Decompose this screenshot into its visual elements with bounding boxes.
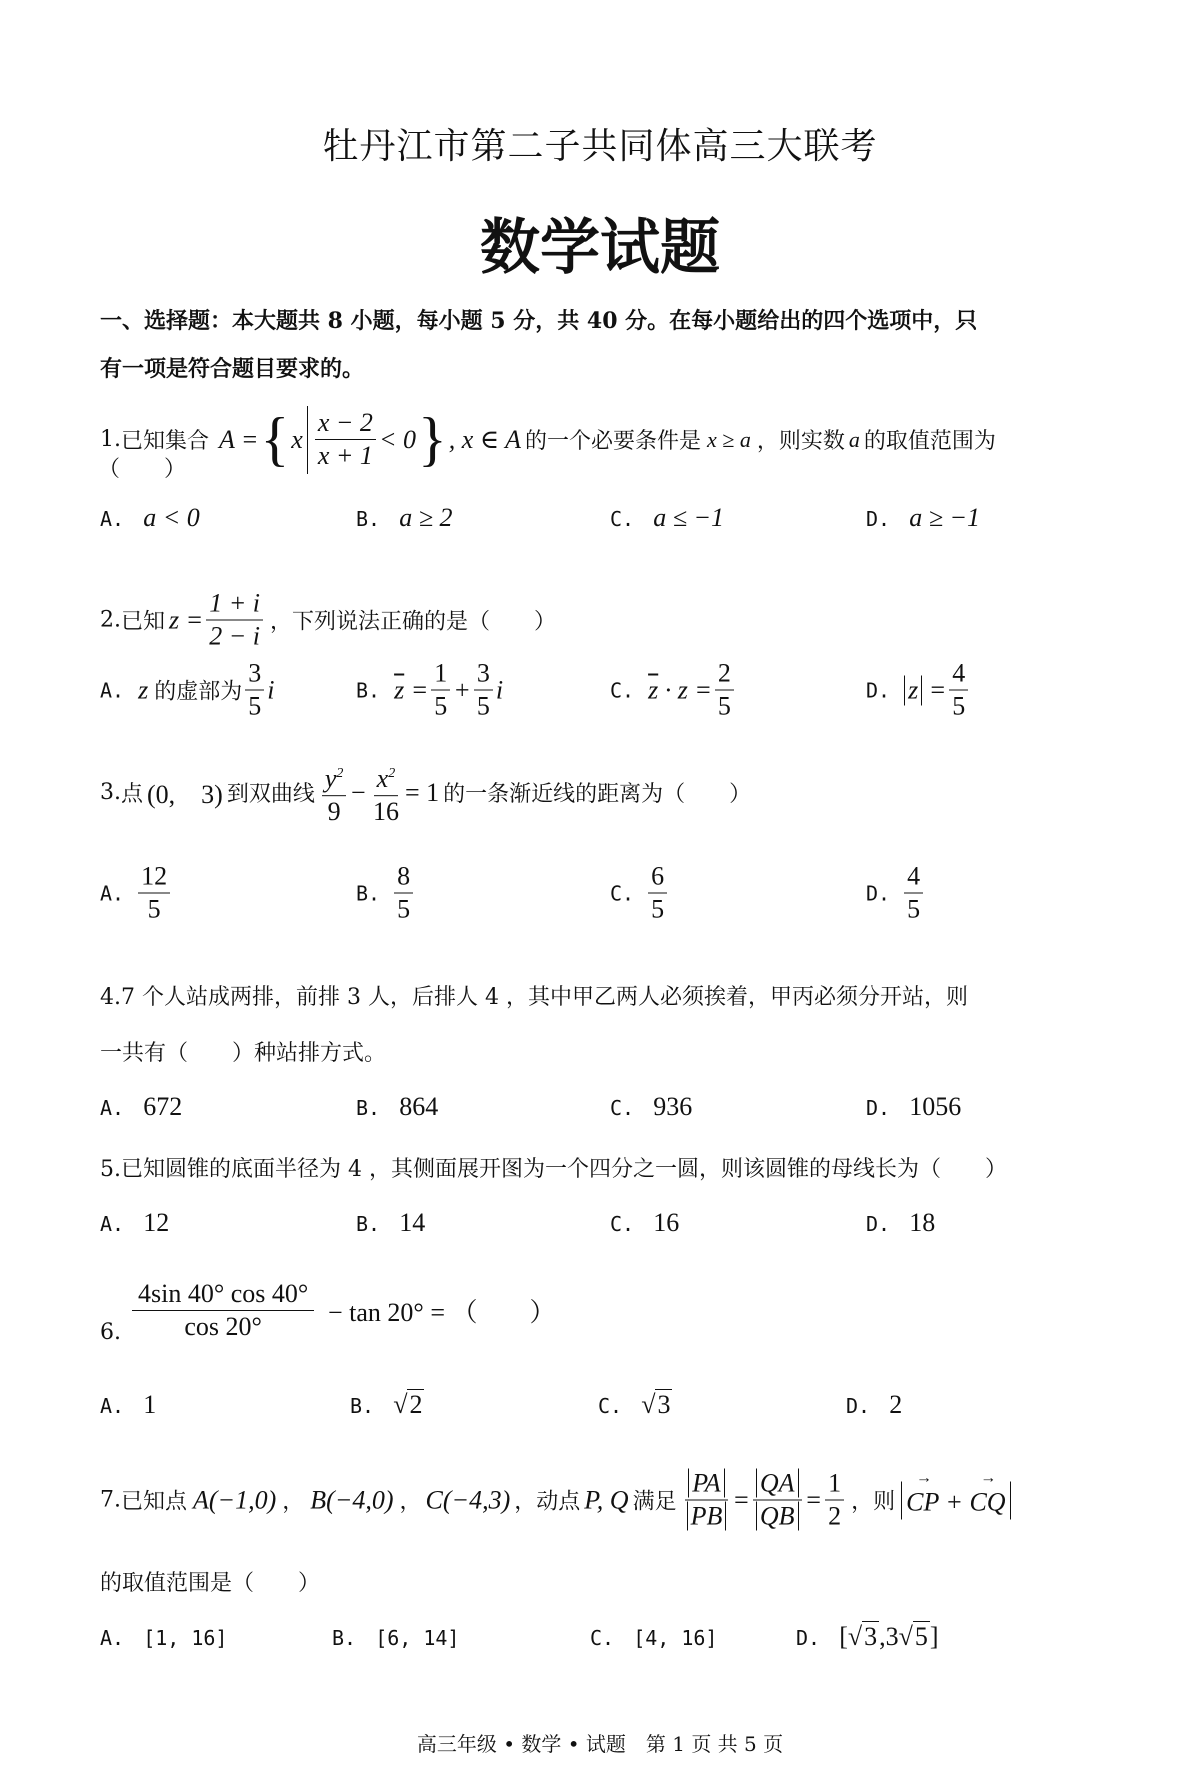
q3-option-d[interactable] (866, 861, 926, 926)
q1-paren: （ ） (98, 457, 187, 482)
q3-option-c[interactable] (610, 861, 670, 926)
option-label: C. (610, 881, 635, 905)
option-fraction: $\frac{4}{5}$ (904, 861, 923, 926)
q7-pre: 已知点 (121, 1489, 188, 1515)
option-math: $\overline{z}$ = $\frac{1}{5}$ + $\frac{3}{5}$ i (394, 658, 504, 721)
q7-mid2: 满足 (632, 1489, 677, 1515)
q1-mid: 的一个必要条件是 (525, 429, 702, 454)
q7-option-c[interactable] (590, 1626, 717, 1650)
option-text: 864 (399, 1092, 439, 1121)
q4-line1: 7 个人站成两排，前排 3 人，后排人 4 ，其中甲乙两人必须挨着，甲丙必须分开站，则 (121, 985, 968, 1010)
sqrt-sign: √ (393, 1390, 408, 1419)
q1-number: 1. (100, 427, 121, 452)
option-label: A. (100, 1394, 125, 1418)
option-fraction: $\frac{6}{5}$ (648, 861, 667, 926)
option-text: 16 (653, 1208, 680, 1237)
option-label: D. (866, 1096, 891, 1120)
option-text: 2 (889, 1390, 903, 1419)
option-text: [1, 16] (143, 1626, 228, 1650)
option-label: C. (610, 678, 635, 702)
option-text: a ≤ −1 (653, 503, 725, 532)
question-7: 7. 已知点 A(−1,0) ， B(−4,0) ， C(−4,3) ，动点 P, Q 满足 $\frac{PA}{PB}$ = $\frac{QA}{QB}$ = $\frac{1}{2}$ ，则 → CP + → CQ (100, 1468, 1011, 1533)
q4-option-c[interactable] (610, 1092, 692, 1122)
q7-vector-sum: → CP + → CQ (901, 1481, 1010, 1519)
q1-option-c[interactable] (610, 503, 724, 533)
q7-pq: P, Q (584, 1485, 629, 1514)
question-1 (100, 405, 996, 474)
q6-fraction (132, 1278, 314, 1343)
q2-option-d[interactable] (866, 658, 971, 723)
option-label: B. (356, 881, 381, 905)
q7-number: 7. (100, 1487, 121, 1513)
option-text: 2 (409, 1390, 423, 1419)
q1-option-a[interactable] (100, 503, 200, 533)
option-text: 的虚部为 (154, 679, 243, 705)
q1-pre: 已知集合 (121, 429, 210, 454)
option-label: D. (866, 1212, 891, 1236)
section-heading-line1: 一、选择题：本大题共 8 小题，每小题 5 分，共 40 分。在每小题给出的四个选项中，只 (100, 308, 978, 334)
q7-line2: 的取值范围是（ ） (100, 1571, 321, 1596)
section-heading-line2: 有一项是符合题目要求的。 (100, 356, 365, 382)
option-label: A. (100, 1096, 125, 1120)
q2-option-b[interactable] (356, 658, 503, 723)
sqrt-sign: √ (641, 1390, 656, 1419)
option-text: 12 (143, 1208, 170, 1237)
exam-title: 数学试题 (480, 213, 720, 283)
q6-option-d[interactable] (846, 1390, 902, 1420)
q1-option-d[interactable] (866, 503, 980, 533)
q4-line2: 一共有（ ）种站排方式。 (100, 1041, 387, 1066)
q5-option-a[interactable] (100, 1208, 169, 1238)
q5-number: 5. (100, 1157, 121, 1182)
q5-option-d[interactable] (866, 1208, 935, 1238)
option-text: 672 (143, 1092, 183, 1121)
q3-option-b[interactable] (356, 861, 416, 926)
option-label: B. (356, 1096, 381, 1120)
option-text: 1056 (909, 1092, 962, 1121)
q6-denominator: cos 20° (184, 1312, 262, 1341)
option-math: z = $\frac{4}{5}$ (904, 658, 971, 723)
option-label: C. (610, 1096, 635, 1120)
q4-number: 4. (100, 985, 121, 1010)
page-footer: 高三年级 • 数学 • 试题 第 1 页 共 5 页 (416, 1732, 784, 1756)
q7-option-a[interactable] (100, 1626, 227, 1650)
q7-mid: ，动点 (514, 1489, 581, 1515)
option-fraction: $\frac{8}{5}$ (394, 861, 413, 926)
option-label: A. (100, 1212, 125, 1236)
q2-expression: z = $\frac{1 + i}{2 - i}$ (169, 588, 266, 653)
q3-post: 的一条渐近线的距离为（ ） (443, 782, 752, 808)
q2-pre: 已知 (121, 609, 166, 635)
q5-line1: 已知圆锥的底面半径为 4 ，其侧面展开图为一个四分之一圆，则该圆锥的母线长为（ ） (121, 1157, 1007, 1182)
q1-post2: 的取值范围为 (863, 429, 996, 454)
option-text: a ≥ −1 (909, 503, 981, 532)
question-5 (100, 1152, 1007, 1183)
q1-set-expression: A = { x $\frac{x - 2}{x + 1}$ < 0 } , x ∈ A (219, 406, 521, 472)
q6-number: 6. (100, 1320, 121, 1345)
q4-option-b[interactable] (356, 1092, 438, 1122)
q5-option-c[interactable] (610, 1208, 679, 1238)
q7-option-b[interactable] (332, 1626, 459, 1650)
exam-subtitle: 牡丹江市第二子共同体高三大联考 (322, 126, 878, 167)
option-label: D. (846, 1394, 871, 1418)
option-label: B. (350, 1394, 375, 1418)
option-label: D. (866, 881, 891, 905)
q3-hyperbola: $\frac{y^2}{9}$ − $\frac{x^2}{16}$ = 1 (319, 758, 439, 828)
option-text: 18 (909, 1208, 936, 1237)
q4-option-a[interactable] (100, 1092, 182, 1122)
question-2 (100, 588, 556, 653)
q6-numerator: 4sin 40° cos 40° (132, 1278, 314, 1311)
option-label: C. (610, 507, 635, 531)
option-label: C. (590, 1626, 615, 1650)
q2-post: ，下列说法正确的是（ ） (269, 609, 556, 635)
q3-point: (0, 3) (147, 780, 223, 810)
q4-option-d[interactable] (866, 1092, 961, 1122)
option-label: B. (356, 678, 381, 702)
option-label: A. (100, 1626, 125, 1650)
option-label: B. (356, 507, 381, 531)
q7-point-b: B(−4,0) (310, 1485, 394, 1514)
q1-post: ，则实数 (756, 429, 845, 454)
option-label: C. (598, 1394, 623, 1418)
option-label: A. (100, 881, 125, 905)
option-label: D. (866, 678, 891, 702)
option-math: $\frac{3}{5}$ i (242, 658, 274, 723)
option-label: A. (100, 678, 125, 702)
option-text: a < 0 (143, 503, 200, 532)
option-math: z (138, 675, 149, 704)
option-label: D. (866, 507, 891, 531)
q1-option-b[interactable] (356, 503, 452, 533)
q2-option-a[interactable] (100, 658, 274, 723)
q3-pre: 点 (121, 782, 144, 808)
option-label: A. (100, 507, 125, 531)
option-math: [√3,3√5] (839, 1622, 939, 1651)
option-text: 3 (657, 1390, 671, 1419)
option-label: D. (796, 1626, 821, 1650)
option-label: B. (356, 1212, 381, 1236)
q3-mid: 到双曲线 (226, 782, 315, 808)
option-text: 1 (143, 1390, 157, 1419)
q7-point-c: C(−4,3) (425, 1485, 511, 1514)
option-label: C. (610, 1212, 635, 1236)
q2-number: 2. (100, 607, 121, 633)
q1-var-a: a (848, 426, 860, 452)
option-text: 14 (399, 1208, 426, 1237)
q7-point-a: A(−1,0) (193, 1485, 277, 1514)
q6-option-a[interactable] (100, 1390, 156, 1420)
q7-mid3: ，则 (851, 1489, 896, 1515)
option-text: 936 (653, 1092, 693, 1121)
question-3 (100, 758, 751, 828)
option-text: a ≥ 2 (399, 503, 453, 532)
option-math: $\overline{z}$ · z = $\frac{2}{5}$ (648, 658, 737, 723)
q1-condition: x ≥ a (707, 426, 751, 452)
q5-option-b[interactable] (356, 1208, 425, 1238)
option-fraction: $\frac{12}{5}$ (138, 861, 170, 926)
q7-ratio: $\frac{PA}{PB}$ = $\frac{QA}{QB}$ = $\frac{1}{2}$ (681, 1468, 848, 1533)
q6-tail: − tan 20° = （ ） (328, 1298, 556, 1327)
q6-option-b[interactable] (350, 1390, 424, 1420)
option-label: B. (332, 1626, 357, 1650)
q7-option-d[interactable] (796, 1622, 939, 1652)
q3-option-a[interactable] (100, 861, 173, 926)
q6-option-c[interactable] (598, 1390, 672, 1420)
question-4 (100, 980, 968, 1011)
option-text: [4, 16] (633, 1626, 718, 1650)
q3-number: 3. (100, 780, 121, 806)
option-text: [6, 14] (375, 1626, 460, 1650)
q2-option-c[interactable] (610, 658, 737, 723)
